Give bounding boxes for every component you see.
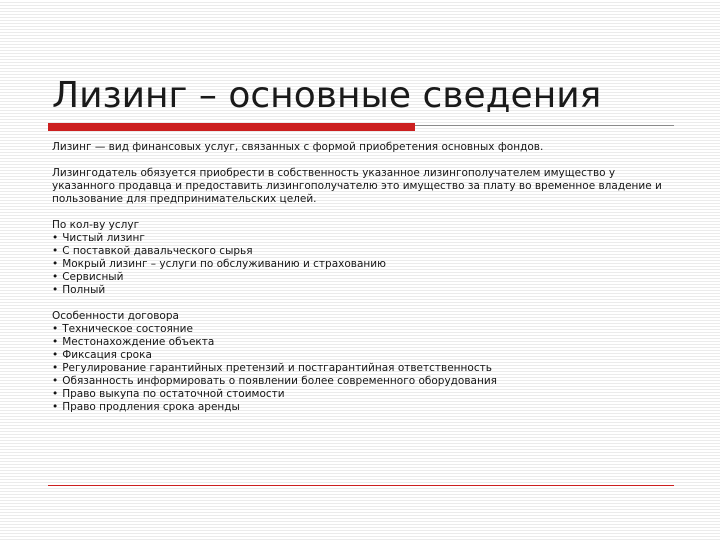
- list-item: • Регулирование гарантийных претензий и постгарантийная ответственность: [52, 362, 492, 374]
- bullet-icon: •: [52, 349, 59, 361]
- services-list: [52, 232, 674, 297]
- list-item: • Фиксация срока: [52, 349, 152, 361]
- services-section: [52, 219, 674, 297]
- list-item: • Обязанность информировать о появлении более современного оборудования: [52, 375, 497, 387]
- contract-section: [52, 310, 674, 414]
- list-item: • Сервисный: [52, 271, 124, 283]
- bullet-icon: •: [52, 258, 59, 270]
- leasing-definition: Лизинг — вид финансовых услуг, связанных с формой приобретения основных фондов.: [52, 141, 544, 153]
- services-heading: По кол-ву услуг: [52, 219, 140, 231]
- bullet-icon: •: [52, 336, 59, 348]
- bullet-icon: •: [52, 284, 59, 296]
- slide-body: [52, 141, 674, 427]
- list-item: • Мокрый лизинг – услуги по обслуживанию и страхованию: [52, 258, 386, 270]
- bullet-icon: •: [52, 401, 59, 413]
- lessor-obligation: Лизингодатель обязуется приобрести в собственность указанное лизингополучателем имущество у указанного продавца и предоставить лизингополучателю это имущество за плату во временное владение и пользование для предпринимательских целей.: [52, 167, 662, 205]
- title-accent-bar: [48, 123, 415, 131]
- bullet-icon: •: [52, 362, 59, 374]
- list-item: • Техническое состояние: [52, 323, 193, 335]
- bullet-icon: •: [52, 232, 59, 244]
- contract-heading: Особенности договора: [52, 310, 179, 322]
- list-item: • С поставкой давальческого сырья: [52, 245, 253, 257]
- list-item: • Право выкупа по остаточной стоимости: [52, 388, 285, 400]
- list-item: • Право продления срока аренды: [52, 401, 240, 413]
- bullet-icon: •: [52, 388, 59, 400]
- list-item: • Местонахождение объекта: [52, 336, 215, 348]
- list-item: • Чистый лизинг: [52, 232, 145, 244]
- footer-divider-line: [48, 485, 674, 486]
- bullet-icon: •: [52, 323, 59, 335]
- list-item: • Полный: [52, 284, 106, 296]
- slide-title: Лизинг – основные сведения: [52, 75, 602, 116]
- bullet-icon: •: [52, 245, 59, 257]
- bullet-icon: •: [52, 375, 59, 387]
- contract-list: [52, 323, 674, 414]
- bullet-icon: •: [52, 271, 59, 283]
